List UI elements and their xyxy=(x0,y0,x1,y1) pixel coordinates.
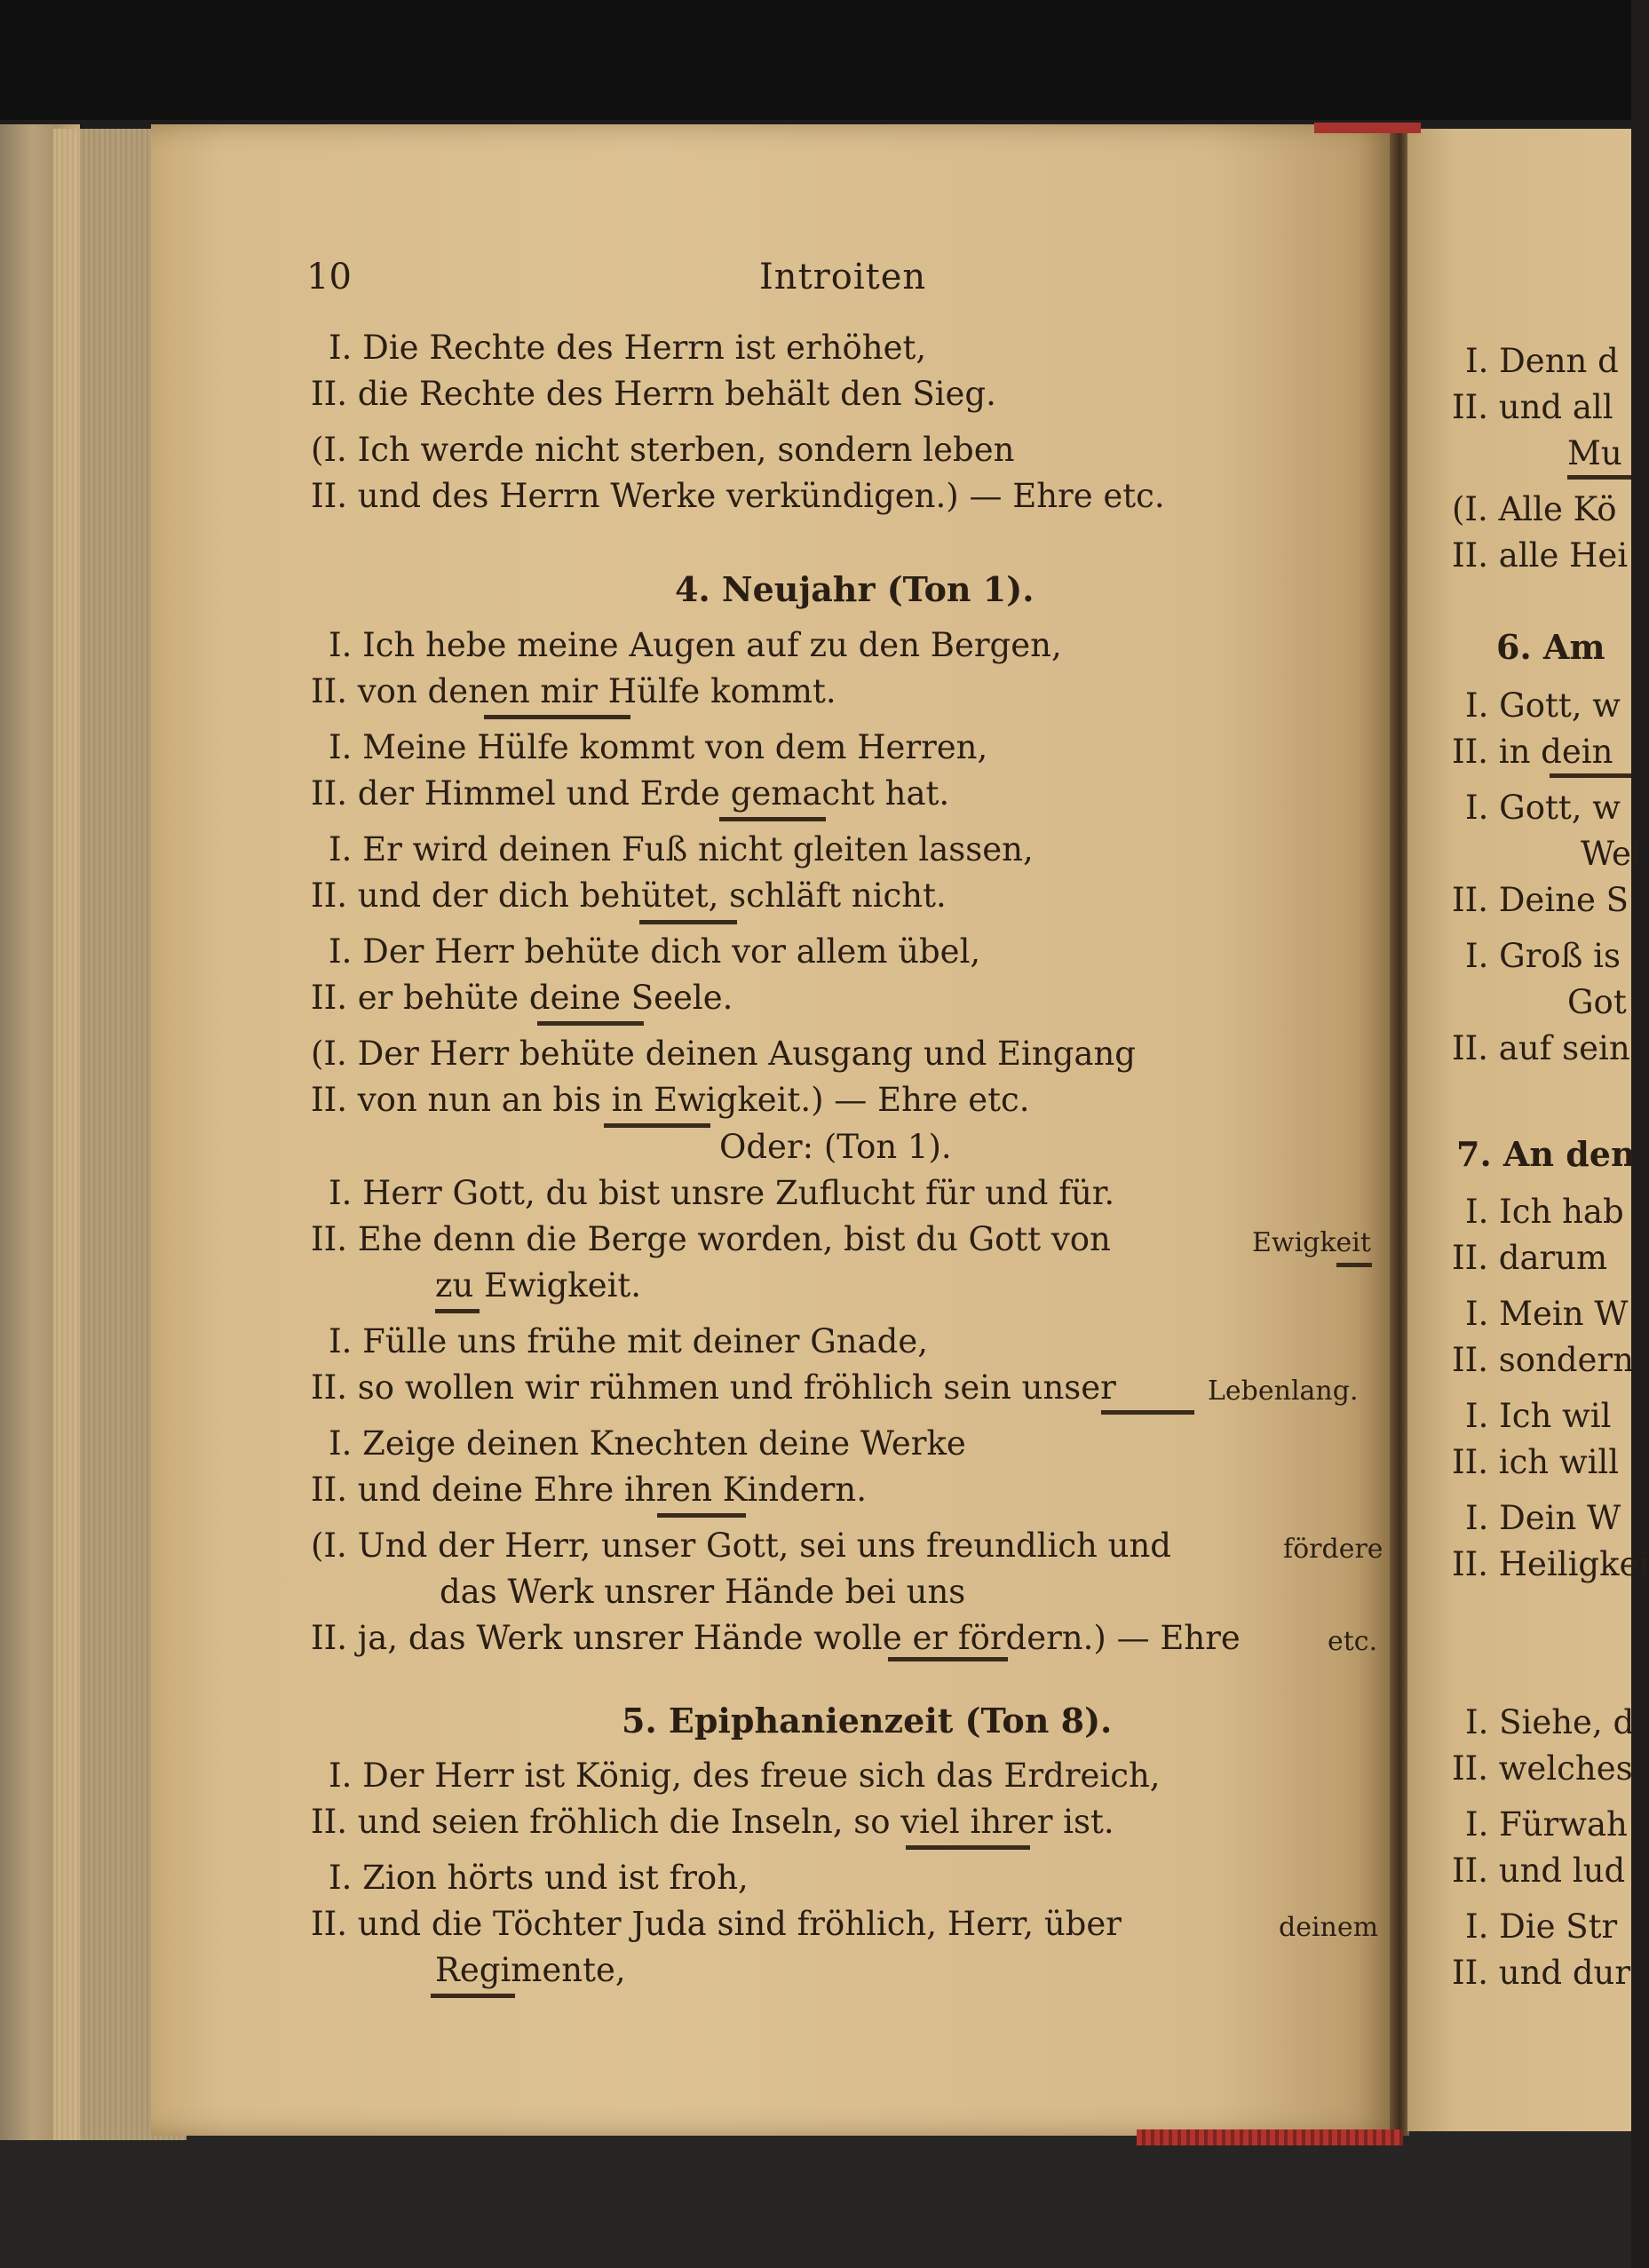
verse-marker: II. xyxy=(311,876,347,915)
verse-text: Der Herr behüte dich vor allem übel, xyxy=(362,932,981,971)
verse-marker: I. xyxy=(329,1322,353,1360)
verse-marker: I. xyxy=(329,728,353,766)
right-page-heading: 7. An den xyxy=(1456,1134,1636,1174)
verse-text: der Himmel und Erde gemacht hat. xyxy=(357,774,950,813)
verse-text: und des Herrn Werke verkündigen.) — Ehre etc. xyxy=(357,477,1165,515)
underline-mark xyxy=(431,1994,515,1998)
verse-text: Zion hörts und ist froh, xyxy=(362,1859,749,1897)
underline-mark xyxy=(657,1513,746,1518)
verse-line xyxy=(329,1174,1114,1213)
book-gutter xyxy=(1390,124,1409,2136)
verse-line xyxy=(311,672,836,711)
right-page-line: II. Deine S xyxy=(1452,881,1629,919)
verse-line xyxy=(329,1322,928,1361)
verse-line-end: Lebenlang. xyxy=(1208,1376,1359,1407)
verse-text: Ich hebe meine Augen auf zu den Bergen, xyxy=(362,626,1062,664)
underline-mark xyxy=(537,1021,644,1026)
right-page-line: II. alle Hei xyxy=(1452,536,1629,575)
verse-text: Zeige deinen Knechten deine Werke xyxy=(362,1424,966,1463)
running-title: Introiten xyxy=(759,257,927,297)
verse-continuation: Regimente, xyxy=(435,1951,626,1989)
right-page-line: I. Gott, w xyxy=(1465,789,1621,827)
underline-mark xyxy=(1567,475,1631,480)
verse-marker: II. xyxy=(311,1220,347,1258)
verse-marker: II. xyxy=(311,375,347,413)
verse-line-end: fördere xyxy=(1283,1534,1383,1565)
verse-marker: I. xyxy=(329,932,353,971)
verse-line xyxy=(311,774,949,813)
right-page-heading: 6. Am xyxy=(1496,627,1605,667)
verse-text: Die Rechte des Herrn ist erhöhet, xyxy=(362,329,927,367)
alternative-heading: Oder: (Ton 1). xyxy=(719,1128,952,1166)
verse-text: Meine Hülfe kommt von dem Herren, xyxy=(362,728,988,766)
verse-text: und seien fröhlich die Inseln, so viel ihrer ist. xyxy=(357,1803,1114,1841)
verse-marker: (I. xyxy=(311,1035,347,1073)
verse-text: ja, das Werk unsrer Hände wolle er fördern.) — Ehre xyxy=(357,1619,1241,1657)
verse-line xyxy=(329,1757,1161,1796)
verse-text: die Rechte des Herrn behält den Sieg. xyxy=(357,375,996,413)
page-number: 10 xyxy=(306,257,352,297)
verse-text: Er wird deinen Fuß nicht gleiten lassen, xyxy=(362,830,1034,868)
verse-text: Fülle uns frühe mit deiner Gnade, xyxy=(362,1322,929,1360)
verse-marker: I. xyxy=(329,830,353,868)
underline-mark xyxy=(888,1657,1008,1661)
verse-text: so wollen wir rühmen und fröhlich sein unser xyxy=(357,1368,1116,1407)
verse-marker: I. xyxy=(329,1757,353,1795)
verse-line xyxy=(311,876,947,916)
verse-line xyxy=(329,728,987,767)
right-page-line: I. Siehe, d xyxy=(1465,1703,1635,1741)
right-page-line: I. Groß is xyxy=(1465,937,1621,975)
verse-line xyxy=(311,477,1165,516)
verse-line xyxy=(329,830,1034,869)
underline-mark xyxy=(906,1845,1030,1850)
section-heading: 5. Epiphanienzeit (Ton 8). xyxy=(622,1701,1113,1741)
verse-marker: II. xyxy=(311,477,347,515)
verse-text: von denen mir Hülfe kommt. xyxy=(357,672,836,710)
underline-mark xyxy=(1336,1263,1372,1267)
right-page-line: I. Gott, w xyxy=(1465,686,1621,725)
verse-line xyxy=(329,626,1062,665)
verse-line-end: Ewigkeit xyxy=(1252,1227,1371,1258)
verse-marker: II. xyxy=(311,672,347,710)
verse-marker: II. xyxy=(311,1619,347,1657)
verse-line xyxy=(329,1424,966,1463)
right-page-line: II. darum xyxy=(1452,1239,1608,1277)
verse-marker: I. xyxy=(329,329,353,367)
verse-line xyxy=(311,1220,1111,1259)
right-page-line: I. Dein W xyxy=(1465,1499,1621,1537)
verse-line-end: etc. xyxy=(1328,1626,1378,1657)
verse-line xyxy=(311,979,733,1018)
right-page-line: I. Ich hab xyxy=(1465,1193,1624,1231)
verse-text: er behüte deine Seele. xyxy=(357,979,733,1017)
red-page-edge-bottom xyxy=(1137,2129,1403,2145)
right-page-line: II. sondern xyxy=(1452,1341,1634,1379)
right-page-line: (I. Alle Kö xyxy=(1452,490,1617,528)
verse-marker: I. xyxy=(329,1424,353,1463)
background-top xyxy=(0,0,1631,120)
verse-marker: II. xyxy=(311,774,347,813)
right-page-line: Mu xyxy=(1567,434,1622,472)
verse-marker: II. xyxy=(311,1803,347,1841)
underline-mark xyxy=(1550,773,1631,778)
verse-marker: II. xyxy=(311,1905,347,1943)
verse-continuation: zu Ewigkeit. xyxy=(435,1266,642,1304)
verse-line xyxy=(329,329,926,368)
verse-marker: I. xyxy=(329,626,353,664)
right-page-line: II. und lud xyxy=(1452,1852,1626,1890)
verse-text: Der Herr ist König, des freue sich das Erdreich, xyxy=(362,1757,1161,1795)
verse-line xyxy=(311,1471,867,1510)
section-heading: 4. Neujahr (Ton 1). xyxy=(675,569,1035,609)
right-page-line: II. und all xyxy=(1452,388,1613,426)
verse-text: und die Töchter Juda sind fröhlich, Herr, über xyxy=(357,1905,1122,1943)
underline-mark xyxy=(604,1123,710,1128)
verse-text: und deine Ehre ihren Kindern. xyxy=(357,1471,867,1509)
right-page-line: I. Mein W xyxy=(1465,1295,1629,1333)
verse-marker: II. xyxy=(311,1368,347,1407)
verse-line xyxy=(311,1619,1241,1658)
underline-mark xyxy=(719,817,826,821)
background-bottom xyxy=(0,2131,1631,2268)
underline-mark xyxy=(639,920,737,924)
right-page-line: Got xyxy=(1567,983,1627,1021)
verse-line xyxy=(311,1527,1171,1566)
verse-line xyxy=(311,375,996,414)
verse-line xyxy=(329,932,980,971)
verse-continuation: das Werk unsrer Hände bei uns xyxy=(440,1573,966,1611)
right-page-line: I. Ich wil xyxy=(1465,1397,1612,1435)
underline-mark xyxy=(1101,1410,1194,1415)
verse-text: Ich werde nicht sterben, sondern leben xyxy=(357,431,1015,469)
verse-text: und der dich behütet, schläft nicht. xyxy=(357,876,947,915)
verse-line xyxy=(311,1035,1136,1074)
red-page-edge-top xyxy=(1314,123,1421,133)
right-page-line: II. Heiligkei xyxy=(1452,1545,1649,1583)
verse-text: Und der Herr, unser Gott, sei uns freundlich und xyxy=(357,1527,1171,1565)
right-page-line: I. Fürwah xyxy=(1465,1805,1628,1844)
right-page-line: Wel xyxy=(1581,835,1642,873)
verse-line-end: deinem xyxy=(1279,1912,1379,1943)
right-page-line: I. Die Str xyxy=(1465,1907,1618,1946)
verse-marker: (I. xyxy=(311,1527,347,1565)
verse-marker: (I. xyxy=(311,431,347,469)
verse-marker: II. xyxy=(311,1081,347,1119)
verse-line xyxy=(311,1905,1122,1944)
verse-text: von nun an bis in Ewigkeit.) — Ehre etc. xyxy=(357,1081,1030,1119)
right-page-line: I. Denn d xyxy=(1465,342,1619,380)
right-page-line: II. welches xyxy=(1452,1749,1633,1788)
verse-text: Ehe denn die Berge worden, bist du Gott von xyxy=(357,1220,1111,1258)
right-page-line: II. ich will xyxy=(1452,1443,1620,1481)
verse-line xyxy=(311,1803,1114,1842)
verse-marker: I. xyxy=(329,1174,353,1212)
verse-line xyxy=(329,1859,749,1898)
verse-line xyxy=(311,1081,1030,1120)
right-page-line: II. und dur xyxy=(1452,1954,1631,1992)
underline-mark xyxy=(435,1309,480,1313)
verse-marker: I. xyxy=(329,1859,353,1897)
verse-text: Herr Gott, du bist unsre Zuflucht für und für. xyxy=(362,1174,1115,1212)
right-page-line: II. in dein xyxy=(1452,733,1613,771)
verse-marker: II. xyxy=(311,979,347,1017)
verse-marker: II. xyxy=(311,1471,347,1509)
underline-mark xyxy=(484,715,630,719)
verse-line xyxy=(311,431,1014,470)
right-page-line: II. auf sein xyxy=(1452,1029,1630,1067)
verse-text: Der Herr behüte deinen Ausgang und Eingang xyxy=(357,1035,1136,1073)
verse-line xyxy=(311,1368,1116,1408)
